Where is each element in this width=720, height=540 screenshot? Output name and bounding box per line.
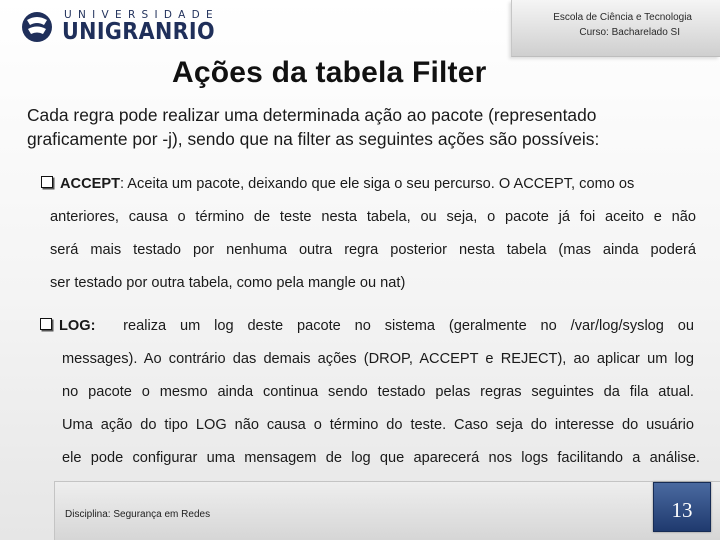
- intro-paragraph: Cada regra pode realizar uma determinada ação ao pacote (representado graficamente por -j), sendo que na filter as seguintes ações são possíveis:: [27, 105, 600, 149]
- bullet-line: será mais testado por nenhuma outra regra posterior nesta tabela (mas ainda poderá: [50, 242, 696, 258]
- page-number-box: [653, 482, 711, 532]
- logo-main-text: UNIGRANRIO: [62, 19, 215, 45]
- bullet-text: : Aceita um pacote, deixando que ele siga o seu percurso. O ACCEPT, como os: [120, 176, 635, 192]
- unigranrio-emblem-icon: [20, 10, 54, 44]
- bullet-first-line: [41, 176, 696, 192]
- school-name: Escola de Ciência e Tecnologia: [553, 12, 692, 23]
- bullet-line: ele pode configurar uma mensagem de log que aparecerá nos logs facilitando a análise.: [62, 450, 700, 466]
- logo-top-text: UNIVERSIDADE: [64, 9, 219, 21]
- course-name: Curso: Bacharelado SI: [579, 27, 680, 38]
- footer-bar: [54, 481, 720, 540]
- bullet-line: anteriores, causa o término de teste nesta tabela, ou seja, o pacote já foi aceito e não: [50, 209, 696, 225]
- checkbox-square-icon: [41, 176, 53, 188]
- bullet-line: messages). Ao contrário das demais ações (DROP, ACCEPT e REJECT), ao aplicar um log: [62, 351, 694, 367]
- checkbox-square-icon: [40, 318, 52, 330]
- discipline-label: Disciplina: Segurança em Redes: [65, 509, 211, 520]
- bullet-line: no pacote o mesmo ainda continua sendo testado pelas regras seguintes da fila atual.: [62, 384, 694, 400]
- bullet-line: ser testado por outra tabela, como pela mangle ou nat): [50, 275, 406, 291]
- header-box: [511, 0, 720, 57]
- bullet-text: realiza um log deste pacote no sistema (geralmente no /var/log/syslog ou: [123, 318, 694, 334]
- university-logo: [20, 8, 220, 44]
- bullet-line: Uma ação do tipo LOG não causa o término do teste. Caso seja do interesse do usuário: [62, 417, 694, 433]
- page-number: 13: [671, 498, 693, 522]
- bullet-label: LOG:: [59, 318, 96, 334]
- bullet-first-line: [40, 318, 694, 334]
- bullet-label: ACCEPT: [60, 176, 120, 192]
- slide-title: Ações da tabela Filter: [172, 56, 487, 89]
